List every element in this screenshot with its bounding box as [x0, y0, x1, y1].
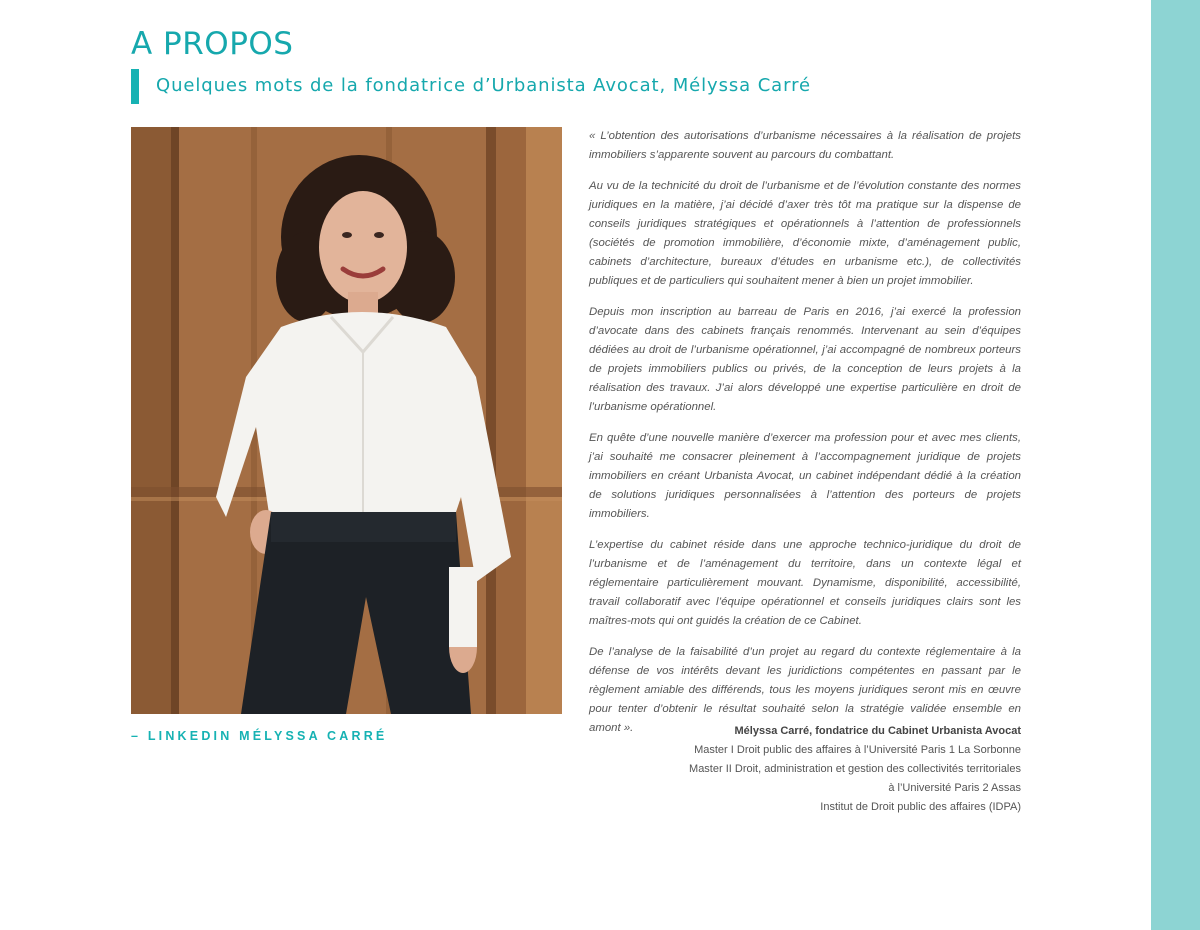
decorative-side-band: [1151, 0, 1200, 930]
signature-degree: Institut de Droit public des affaires (IDPA): [820, 801, 1021, 813]
quote-paragraph: En quête d’une nouvelle manière d’exercer ma profession pour et avec mes clients, j’ai souhaité me consacrer pleinement à l’accompagnement juridique de projets immobiliers en créant Urbanista Avocat, un cabinet indépendant dédié à la création de solutions juridiques personnalisées à l’attention des porteurs de projets immobiliers.: [589, 432, 1021, 520]
quote-paragraph: L’expertise du cabinet réside dans une approche technico-juridique du droit de l’urbanisme et de l’aménagement du territoire, dans un contexte légal et réglementaire particulièrement mouvant. Dynamisme, disponibilité, accessibilité, travail collaboratif avec l’équipe opérationnel et conseils juridiques clairs sont les maîtres-mots qui ont guidés la création de ce Cabinet.: [589, 539, 1021, 627]
quote-paragraph: Au vu de la technicité du droit de l’urbanisme et de l’évolution constante des normes juridiques en la matière, j’ai décidé d’axer très tôt ma pratique sur la dispense de conseils juridiques stratégiques et opérationnels à l’attention de professionnels (sociétés de promotion immobilière, d’économie mixte, d’aménagement public, cabinets d’architecture, bureaux d’études en urbanisme etc.), de collectivités publiques et de particuliers qui souhaitent mener à bien un projet immobilier.: [589, 180, 1021, 287]
founder-quote: [589, 127, 1021, 750]
founder-portrait-photo: [131, 127, 562, 714]
photo-caption-linkedin: – LINKEDIN MÉLYSSA CARRÉ: [131, 729, 388, 743]
quote-paragraph: « L’obtention des autorisations d’urbanisme nécessaires à la réalisation de projets immobiliers s’apparente souvent au parcours du combattant.: [589, 130, 1021, 161]
signature-name: Mélyssa Carré, fondatrice du Cabinet Urbanista Avocat: [734, 725, 1021, 737]
quote-paragraph: De l’analyse de la faisabilité d’un projet au regard du contexte réglementaire à la défense de vos intérêts devant les juridictions compétentes en passant par le règlement amiable des différends, tous les moyens juridiques seront mis en œuvre pour tenter d’obtenir le résultat souhaité selon la stratégie validée ensemble en amont ».: [589, 646, 1021, 734]
signature-degree: à l’Université Paris 2 Assas: [888, 782, 1021, 794]
page-title: A PROPOS: [131, 26, 294, 62]
quote-paragraph: Depuis mon inscription au barreau de Paris en 2016, j’ai exercé la profession d’avocate dans des cabinets français renommés. Intervenant au sein d’équipes dédiées au droit de l’urbanisme opérationnel, j’ai accompagné de nombreux porteurs de projets immobiliers publics ou privés, de la conception de leurs projets à la réalisation des travaux. J’ai alors développé une expertise particulière en droit de l’urbanisme opérationnel.: [589, 306, 1021, 413]
founder-signature: [689, 722, 1021, 817]
signature-degree: Master I Droit public des affaires à l’Université Paris 1 La Sorbonne: [694, 744, 1021, 756]
subtitle-accent-bar: [131, 69, 139, 104]
portrait-illustration: [131, 127, 562, 714]
signature-degree: Master II Droit, administration et gestion des collectivités territoriales: [689, 763, 1021, 775]
page-subtitle: Quelques mots de la fondatrice d’Urbanista Avocat, Mélyssa Carré: [156, 75, 811, 96]
